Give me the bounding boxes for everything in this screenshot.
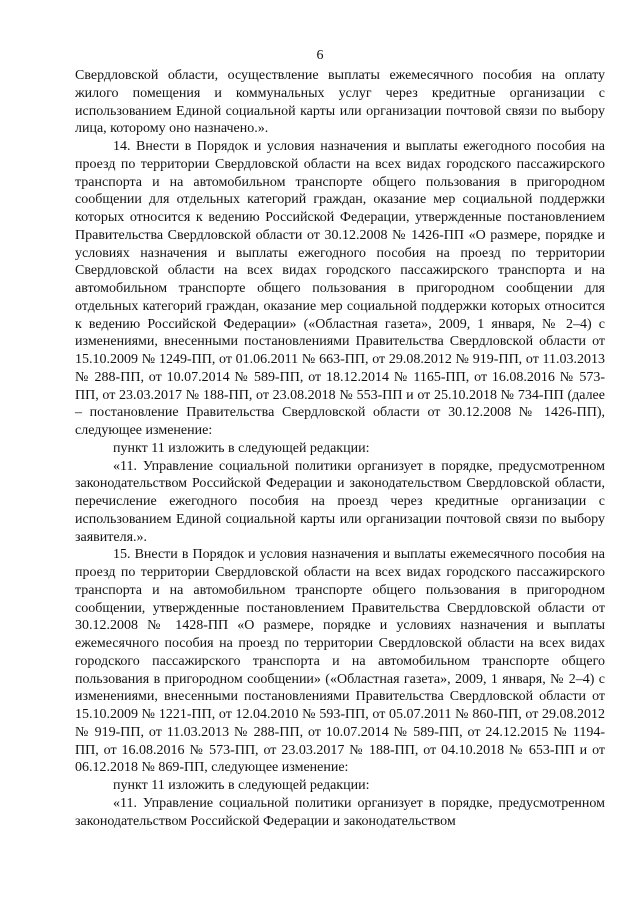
- document-body: [75, 67, 605, 830]
- paragraph-item-15: 15. Внести в Порядок и условия назначения и выплаты ежемесячного пособия на проезд по территории Свердловской области на всех видах городского пассажирского транспорта и на автомобильном транспорте общего пользования в пригородном сообщении, утвержденные постановлением Правительства Свердловской области от 30.12.2008 № 1428-ПП «О размере, порядке и условиях назначения и выплаты ежемесячного пособия на проезд по территории Свердловской области на всех видах городского пассажирского транспорта и на автомобильном транспорте общего пользования в пригородном сообщении» («Областная газета», 2009, 1 января, № 2–4) с изменениями, внесенными постановлениями Правительства Свердловской области от 15.10.2009 № 1221-ПП, от 12.04.2010 № 593-ПП, от 05.07.2011 № 860-ПП, от 29.08.2012 № 919-ПП, от 11.03.2013 № 288-ПП, от 10.07.2014 № 589-ПП, от 24.12.2015 № 1194-ПП, от 16.08.2016 № 573-ПП, от 23.03.2017 № 188-ПП, от 04.10.2018 № 653-ПП и от 06.12.2018 № 869-ПП, следующее изменение:: [75, 547, 605, 776]
- paragraph-item-15-instruction: пункт 11 изложить в следующей редакции:: [113, 778, 370, 793]
- paragraph-continuation: Свердловской области, осуществление выплаты ежемесячного пособия на оплату жилого помещения и коммунальных услуг через кредитные организации с использованием Единой социальной карты или организации почтовой связи по выбору лица, которому оно назначено.».: [75, 68, 605, 137]
- paragraph-item-14: 14. Внести в Порядок и условия назначения и выплаты ежегодного пособия на проезд по территории Свердловской области на всех видах городского пассажирского транспорта и на автомобильном транспорте общего пользования в пригородном сообщении для отдельных категорий граждан, оказание мер социальной поддержки которых относится к ведению Российской Федерации, утвержденные постановлением Правительства Свердловской области от 30.12.2008 № 1426-ПП «О размере, порядке и условиях назначения и выплаты ежегодного пособия на проезд по территории Свердловской области на всех видах городского пассажирского транспорта и на автомобильном транспорте общего пользования в пригородном сообщении для отдельных категорий граждан, оказание мер социальной поддержки которых относится к ведению Российской Федерации» («Областная газета», 2009, 1 января, № 2–4) с изменениями, внесенными постановлениями Правительства Свердловской области от 15.10.2009 № 1249-ПП, от 01.06.2011 № 663-ПП, от 29.08.2012 № 919-ПП, от 11.03.2013 № 288-ПП, от 10.07.2014 № 589-ПП, от 18.12.2014 № 1165-ПП, от 16.08.2016 № 573-ПП, от 23.03.2017 № 188-ПП, от 23.08.2018 № 553-ПП и от 25.10.2018 № 734-ПП (далее – постановление Правительства Свердловской области от 30.12.2008 № 1426-ПП), следующее изменение:: [75, 139, 605, 438]
- paragraph-item-14-instruction: пункт 11 изложить в следующей редакции:: [113, 440, 370, 456]
- page-number: 6: [316, 48, 324, 63]
- paragraph-item-14-new-text: «11. Управление социальной политики организует в порядке, предусмотренном законодательством Российской Федерации и законодательством Свердловской области, перечисление ежегодного пособия на проезд через кредитные организации с использованием Единой социальной карты или организации почтовой связи по выбору заявителя.».: [75, 458, 605, 545]
- paragraph-item-15-new-text: «11. Управление социальной политики организует в порядке, предусмотренном законодательством Российской Федерации и законодательством: [75, 795, 605, 829]
